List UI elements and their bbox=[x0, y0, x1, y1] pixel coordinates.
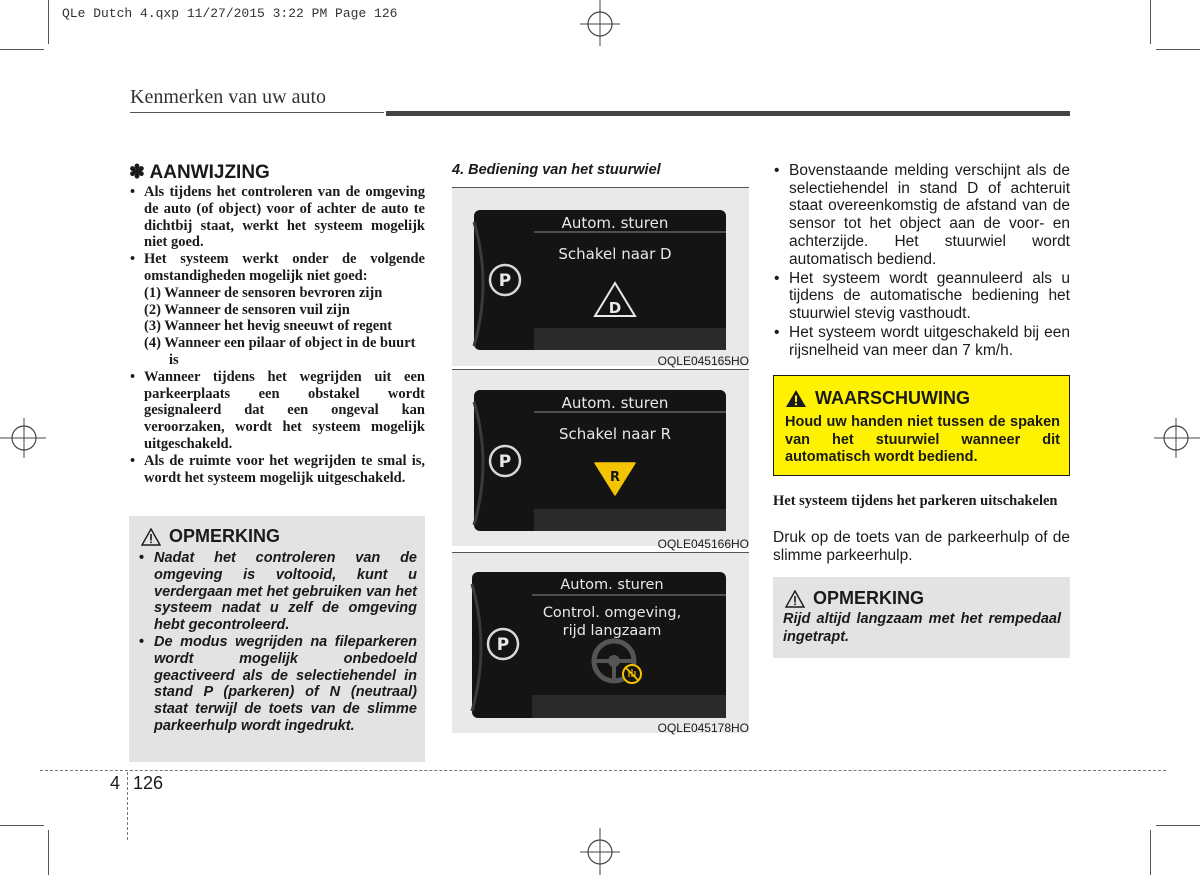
slug-line: QLe Dutch 4.qxp 11/27/2015 3:22 PM Page 126 bbox=[62, 6, 398, 21]
crop-mark bbox=[48, 830, 49, 875]
list-item: • Bovenstaande melding verschijnt als de selectiehendel in stand D of achteruit staat overeenkomstig de afstand van de sensor tot het object aan de voor- en achterzijde. Het stuurwiel wordt automatisch bediend. bbox=[773, 162, 1070, 268]
cluster-display bbox=[452, 553, 749, 733]
figure-panel bbox=[452, 188, 749, 366]
paragraph: Druk op de toets van de parkeerhulp of de slimme parkeerhulp. bbox=[773, 529, 1070, 564]
caution-title: OPMERKING bbox=[813, 588, 925, 608]
registration-mark-icon bbox=[1154, 414, 1200, 462]
screen-title: Autom. sturen bbox=[560, 577, 664, 593]
registration-mark-icon bbox=[576, 0, 624, 46]
screen-message-2: rijd langzaam bbox=[562, 623, 662, 639]
crop-mark bbox=[0, 825, 44, 826]
caution-heading bbox=[785, 588, 924, 609]
crop-mark bbox=[1156, 825, 1200, 826]
warning-text: Houd uw handen niet tussen de spaken van het stuurwiel wanneer dit automatisch wordt bediend. bbox=[785, 414, 1060, 465]
cluster-display bbox=[452, 188, 749, 366]
list-item: • De modus wegrijden na fileparkeren wordt mogelijk onbedoeld geactiveerd als de selectiehendel in stand P (parkeren) of N (neutraal) staat terwijl de toets van de slimme parkeerhulp wordt ingedrukt. bbox=[139, 634, 417, 735]
figure-code: OQLE045165HO bbox=[657, 354, 749, 368]
figure-heading: 4. Bediening van het stuurwiel bbox=[452, 162, 661, 178]
crop-mark bbox=[1156, 49, 1200, 50]
header-rule bbox=[130, 112, 384, 113]
cluster-display bbox=[452, 370, 749, 546]
crop-mark bbox=[1150, 830, 1151, 875]
list-item: • Het systeem wordt uitgeschakeld bij een rijsnelheid van meer dan 7 km/h. bbox=[773, 324, 1070, 359]
screen-message: Control. omgeving, bbox=[542, 605, 682, 621]
screen-title: Autom. sturen bbox=[561, 394, 669, 412]
list-item: • Als tijdens het controleren van de omgeving de auto (of object) voor of achter de auto te dichtbij staat, werkt het systeem mogelijk niet goed. bbox=[129, 184, 425, 251]
chapter-number: 4 bbox=[110, 773, 121, 793]
list-item: • Het systeem wordt geannuleerd als u tijdens de automatische bediening het stuurwiel stevig vasthoudt. bbox=[773, 270, 1070, 323]
list-item: • Het systeem werkt onder de volgende omstandigheden mogelijk niet goed: bbox=[129, 251, 425, 285]
warning-triangle-icon bbox=[785, 389, 807, 408]
note-list bbox=[129, 184, 425, 486]
sub-list-item: (2) Wanneer de sensoren vuil zijn bbox=[144, 301, 350, 318]
crop-mark bbox=[1150, 0, 1151, 44]
caution-items bbox=[139, 550, 417, 735]
screen-message: Schakel naar D bbox=[558, 245, 672, 263]
crop-mark bbox=[48, 0, 49, 44]
footer-divider bbox=[127, 772, 128, 840]
figure-code: OQLE045166HO bbox=[657, 537, 749, 551]
note-title: AANWIJZING bbox=[149, 162, 270, 183]
screen-message: Schakel naar R bbox=[558, 425, 672, 443]
caution-text: Rijd altijd langzaam met het rempedaal ingetrapt. bbox=[783, 611, 1061, 645]
warning-heading bbox=[785, 388, 970, 409]
gear-indicator: P bbox=[496, 635, 510, 655]
sub-list-item: (3) Wanneer het hevig sneeuwt of regent bbox=[144, 318, 393, 335]
registration-mark-icon bbox=[0, 414, 46, 462]
warning-box bbox=[773, 375, 1070, 476]
hands-off-icon bbox=[623, 665, 641, 683]
figure-panel bbox=[452, 370, 749, 546]
footer-rule bbox=[40, 770, 1166, 771]
caution-triangle-icon bbox=[141, 528, 161, 546]
header-rule-thick bbox=[386, 111, 1070, 116]
caution-box-right bbox=[773, 577, 1070, 658]
list-item: • Nadat het controleren van de omgeving is voltooid, kunt u verdergaan met het gebruiken van het systeem nadat u zelf de omgeving hebt gecontroleerd. bbox=[139, 550, 417, 634]
registration-mark-icon bbox=[576, 828, 624, 875]
list-item: • Als de ruimte voor het wegrijden te smal is, wordt het systeem mogelijk uitgeschakeld. bbox=[129, 453, 425, 487]
screen-title: Autom. sturen bbox=[561, 214, 669, 232]
sub-list-item: (4) Wanneer een pilaar of object in de buurt is bbox=[144, 335, 416, 368]
sub-list-item: (1) Wanneer de sensoren bevroren zijn bbox=[144, 284, 383, 301]
figure-panel bbox=[452, 553, 749, 733]
caution-heading bbox=[141, 526, 280, 547]
gear-indicator: P bbox=[498, 271, 512, 291]
crop-mark bbox=[0, 49, 44, 50]
gear-indicator: P bbox=[498, 452, 512, 472]
info-list bbox=[773, 162, 1070, 361]
page-number: 126 bbox=[133, 773, 164, 793]
warning-title: WAARSCHUWING bbox=[815, 388, 970, 408]
section-title: Kenmerken van uw auto bbox=[130, 86, 327, 108]
shift-badge-letter: D bbox=[608, 299, 622, 317]
sub-heading: Het systeem tijdens het parkeren uitschakelen bbox=[773, 493, 1058, 509]
shift-badge-letter: R bbox=[609, 470, 621, 485]
caution-triangle-icon bbox=[785, 590, 805, 608]
list-item: • Wanneer tijdens het wegrijden uit een parkeerplaats een obstakel wordt gesignaleerd dat een ongeval kan veroorzaken, wordt het systeem mogelijk uitgeschakeld. bbox=[129, 369, 425, 453]
note-heading bbox=[129, 161, 270, 184]
note-star-icon: ✽ bbox=[129, 162, 145, 183]
caution-title: OPMERKING bbox=[169, 526, 281, 546]
figure-code: OQLE045178HO bbox=[657, 721, 749, 735]
caution-box-left bbox=[129, 516, 425, 762]
